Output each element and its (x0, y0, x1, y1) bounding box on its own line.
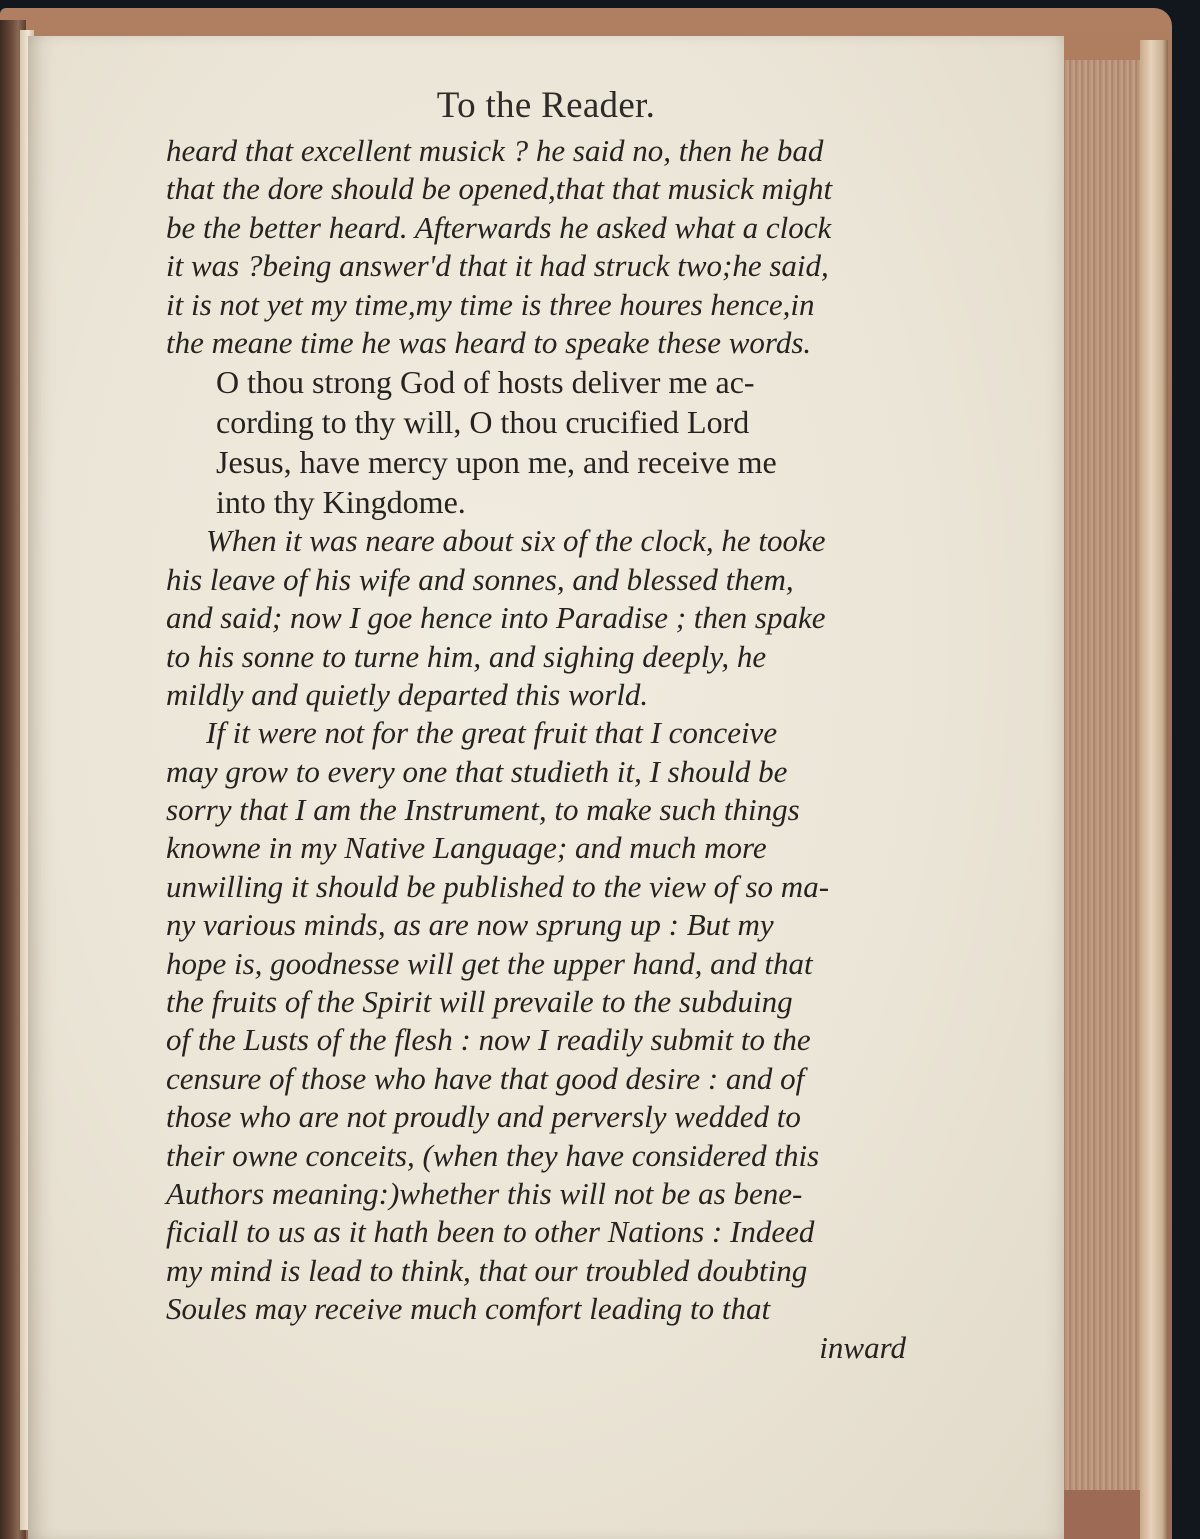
cover-turn-in (1140, 40, 1168, 1539)
text-line: be the better heard. Afterwards he asked what a clock (166, 209, 832, 245)
text-line: the meane time he was heard to speake these words. (166, 324, 812, 360)
text-line: O thou strong God of hosts deliver me ac- (216, 364, 755, 401)
paragraph-1 (166, 132, 906, 362)
text-line: ficiall to us as it hath been to other Nations : Indeed (166, 1214, 815, 1250)
text-line: to his sonne to turne him, and sighing deeply, he (166, 638, 767, 674)
text-line: heard that excellent musick ? he said no, then he bad (166, 133, 824, 168)
text-line: that the dore should be opened,that that musick might (166, 171, 833, 207)
text-line: Jesus, have mercy upon me, and receive me (216, 444, 777, 481)
text-line: Soules may receive much comfort leading to that (166, 1291, 771, 1327)
page-text (166, 132, 906, 1367)
text-line: and said; now I goe hence into Paradise ; then spake (166, 600, 826, 636)
text-line: my mind is lead to think, that our troubled doubting (166, 1252, 808, 1288)
prayer-paragraph (166, 362, 906, 522)
text-line: knowne in my Native Language; and much more (166, 830, 767, 866)
text-line: their owne conceits, (when they have considered this (166, 1137, 820, 1173)
text-line: mildly and quietly departed this world. (166, 676, 649, 712)
text-line: When it was neare about six of the clock, he tooke (206, 523, 826, 559)
paragraph-4 (166, 714, 906, 1328)
catchword-block (166, 1329, 906, 1367)
text-line: ny various minds, as are now sprung up : But my (166, 907, 774, 943)
text-line: cording to thy will, O thou crucified Lord (216, 404, 750, 441)
text-line: hope is, goodnesse will get the upper hand, and that (166, 945, 813, 981)
paragraph-3 (166, 522, 906, 714)
text-line: those who are not proudly and perversly wedded to (166, 1099, 801, 1135)
catchword: inward (819, 1329, 906, 1365)
book-page (28, 36, 1064, 1539)
text-line: unwilling it should be published to the view of so ma- (166, 868, 830, 904)
text-line: the fruits of the Spirit will prevaile to the subduing (166, 984, 793, 1020)
text-line: it was ?being answer'd that it had struck two;he said, (166, 248, 829, 284)
text-line: of the Lusts of the flesh : now I readily submit to the (166, 1022, 811, 1058)
text-line: it is not yet my time,my time is three houres hence,in (166, 286, 815, 322)
text-line: his leave of his wife and sonnes, and blessed them, (166, 561, 794, 597)
running-head: To the Reader. (436, 85, 656, 126)
text-line: may grow to every one that studieth it, I should be (166, 753, 788, 789)
text-line: sorry that I am the Instrument, to make such things (166, 792, 800, 828)
text-line: into thy Kingdome. (216, 484, 466, 521)
page-edges (1060, 60, 1148, 1490)
text-line: If it were not for the great fruit that I conceive (206, 715, 778, 751)
text-line: censure of those who have that good desire : and of (166, 1060, 805, 1096)
text-line: Authors meaning:)whether this will not be as bene- (166, 1175, 803, 1211)
